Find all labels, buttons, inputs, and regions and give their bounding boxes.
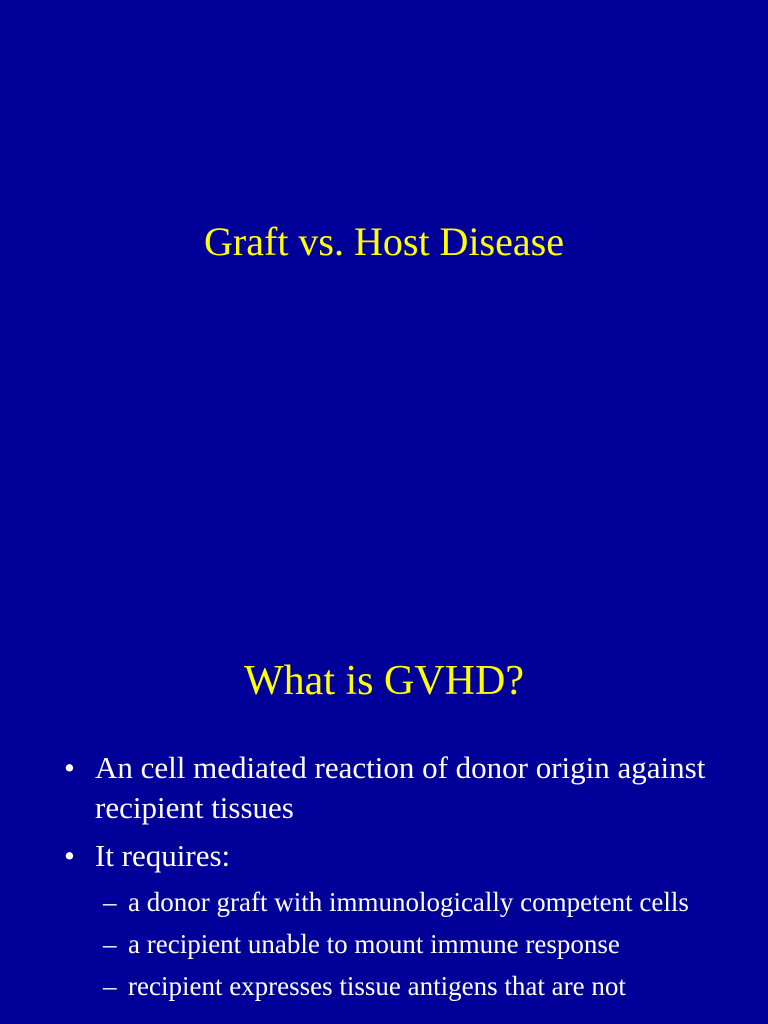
sub-bullet-marker: –: [103, 971, 117, 1001]
sub-bullet-text: recipient expresses tissue antigens that are not: [128, 971, 626, 1001]
bullet-marker: •: [64, 838, 75, 873]
sub-bullet-marker: –: [103, 929, 117, 959]
sub-bullet-marker: –: [103, 887, 117, 917]
bullet-text: It requires:: [95, 838, 231, 873]
sub-bullet-item: [0, 926, 768, 962]
sub-bullet-text: a donor graft with immunologically competent cells: [128, 887, 689, 917]
sub-bullet-item: [0, 968, 768, 1004]
sub-bullet-text: a recipient unable to mount immune response: [128, 929, 620, 959]
bullet-item: [0, 836, 768, 876]
slide-title: What is GVHD?: [244, 658, 524, 704]
slide-title: Graft vs. Host Disease: [204, 219, 564, 264]
sub-bullet-item: [0, 884, 768, 920]
slide-2: [0, 576, 768, 1024]
bullet-list: [0, 748, 768, 1010]
bullet-item: [0, 748, 768, 828]
bullet-text: An cell mediated reaction of donor origin against recipient tissues: [95, 750, 706, 825]
bullet-marker: •: [64, 750, 75, 785]
